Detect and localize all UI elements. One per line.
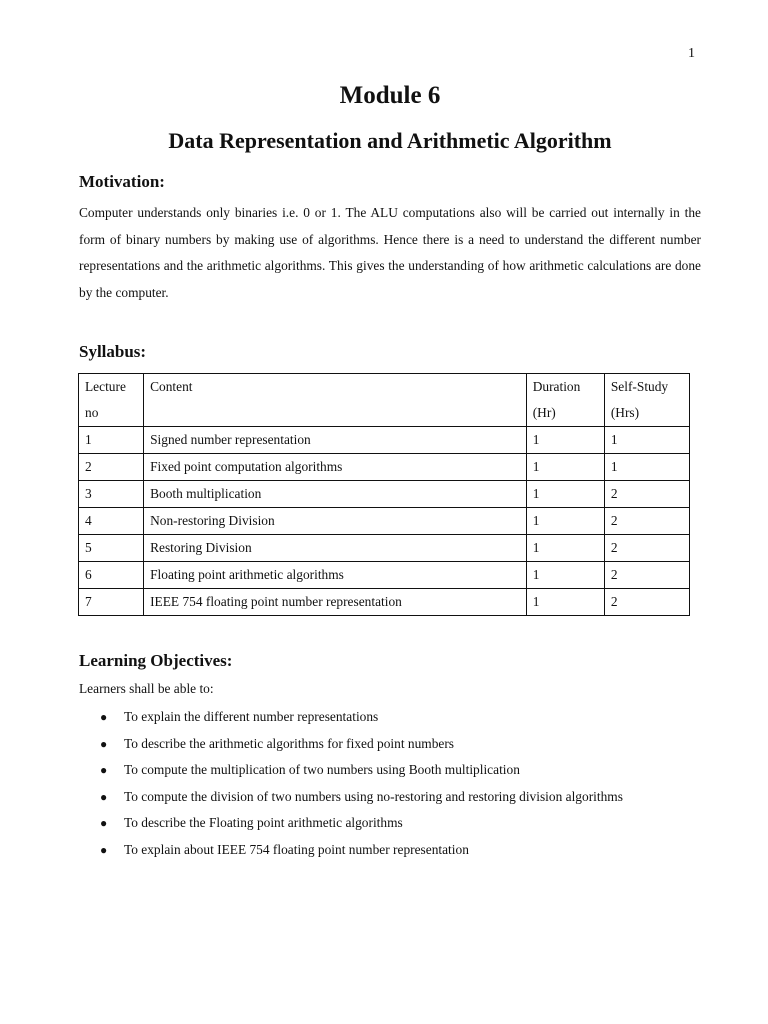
table-row xyxy=(79,562,690,589)
learning-objectives-heading: Learning Objectives: xyxy=(79,651,233,670)
list-item xyxy=(100,731,623,758)
syllabus-table xyxy=(78,373,690,616)
header-self-study xyxy=(604,374,689,427)
header-duration xyxy=(526,374,604,427)
cell-content: Floating point arithmetic algorithms xyxy=(144,562,527,589)
cell-lecture-no: 6 xyxy=(79,562,144,589)
table-row xyxy=(79,481,690,508)
header-lecture-line2: no xyxy=(85,405,99,420)
cell-duration: 1 xyxy=(526,589,604,616)
list-item xyxy=(100,757,623,784)
cell-content: Booth multiplication xyxy=(144,481,527,508)
document-title: Data Representation and Arithmetic Algorithm xyxy=(168,128,612,153)
table-header-row xyxy=(79,374,690,427)
list-item xyxy=(100,704,623,731)
learning-objectives-list xyxy=(100,704,623,864)
cell-content: IEEE 754 floating point number representation xyxy=(144,589,527,616)
motivation-paragraph: Computer understands only binaries i.e. 0 or 1. The ALU computations also will be carried out internally in the form of binary numbers by making use of algorithms. Hence there is a need to understand the different number representations and the arithmetic algorithms. This gives the understanding of how arithmetic calculations are done by the computer. xyxy=(79,205,701,301)
header-duration-line1: Duration xyxy=(532,379,581,394)
module-title: Module 6 xyxy=(339,82,441,109)
header-lecture-no xyxy=(79,374,144,427)
motivation-heading: Motivation: xyxy=(79,172,165,191)
cell-lecture-no: 2 xyxy=(79,454,144,481)
cell-self-study: 2 xyxy=(604,481,689,508)
page-number: 1 xyxy=(688,46,695,61)
learning-objectives-intro: Learners shall be able to: xyxy=(79,681,214,696)
objective-text: To compute the multiplication of two numbers using Booth multiplication xyxy=(124,762,520,778)
header-content: Content xyxy=(144,374,527,427)
cell-duration: 1 xyxy=(526,481,604,508)
list-item xyxy=(100,837,623,864)
cell-content: Restoring Division xyxy=(144,535,527,562)
cell-content: Signed number representation xyxy=(144,427,527,454)
bullet-icon: ● xyxy=(100,816,108,831)
cell-lecture-no: 1 xyxy=(79,427,144,454)
cell-duration: 1 xyxy=(526,535,604,562)
cell-duration: 1 xyxy=(526,562,604,589)
table-row xyxy=(79,508,690,535)
syllabus-heading: Syllabus: xyxy=(79,342,147,361)
cell-self-study: 2 xyxy=(604,589,689,616)
cell-self-study: 1 xyxy=(604,454,689,481)
objective-text: To compute the division of two numbers using no-restoring and restoring division algorithms xyxy=(124,788,623,804)
cell-duration: 1 xyxy=(526,508,604,535)
bullet-icon: ● xyxy=(100,736,108,751)
bullet-icon: ● xyxy=(100,710,108,724)
cell-lecture-no: 7 xyxy=(79,589,144,616)
cell-duration: 1 xyxy=(526,454,604,481)
bullet-icon: ● xyxy=(100,842,108,857)
bullet-icon: ● xyxy=(100,789,108,804)
cell-lecture-no: 5 xyxy=(79,535,144,562)
header-duration-line2: (Hr) xyxy=(532,405,556,420)
cell-self-study: 2 xyxy=(604,562,689,589)
cell-content: Fixed point computation algorithms xyxy=(144,454,527,481)
cell-self-study: 2 xyxy=(604,535,689,562)
cell-self-study: 2 xyxy=(604,508,689,535)
cell-duration: 1 xyxy=(526,427,604,454)
bullet-icon: ● xyxy=(100,763,108,778)
header-self-line1: Self-Study xyxy=(610,379,669,394)
table-row xyxy=(79,535,690,562)
header-self-line2: (Hrs) xyxy=(610,405,640,420)
header-lecture-line1: Lecture xyxy=(85,379,126,394)
objective-text: To describe the Floating point arithmetic algorithms xyxy=(124,815,403,831)
cell-lecture-no: 4 xyxy=(79,508,144,535)
table-row xyxy=(79,427,690,454)
cell-content: Non-restoring Division xyxy=(144,508,527,535)
list-item xyxy=(100,810,623,837)
cell-self-study: 1 xyxy=(604,427,689,454)
table-row xyxy=(79,589,690,616)
cell-lecture-no: 3 xyxy=(79,481,144,508)
objective-text: To describe the arithmetic algorithms for fixed point numbers xyxy=(124,735,455,751)
list-item xyxy=(100,784,623,811)
table-row xyxy=(79,454,690,481)
objective-text: To explain about IEEE 754 floating point number representation xyxy=(124,841,469,857)
objective-text: To explain the different number representations xyxy=(124,709,379,724)
